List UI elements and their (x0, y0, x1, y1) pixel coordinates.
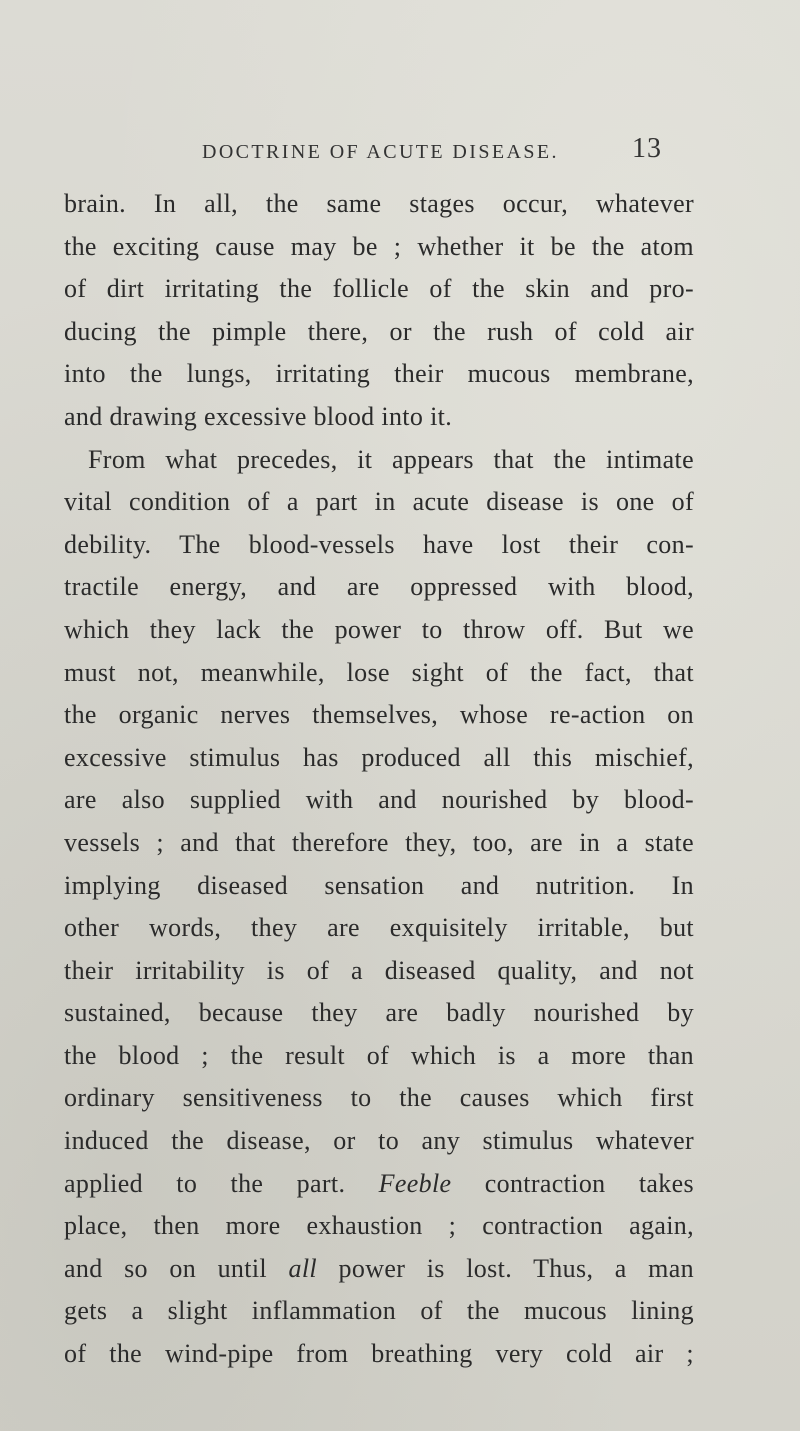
text-line: into the lungs, irritating their mucous membrane, (64, 359, 694, 389)
text-line: vital condition of a part in acute disease is one of (64, 487, 694, 517)
text-line: sustained, because they are badly nourished by (64, 998, 694, 1028)
text-line: and drawing excessive blood into it. (64, 401, 453, 431)
text-line: implying diseased sensation and nutrition. In (64, 870, 694, 900)
text-line: the exciting cause may be ; whether it be the atom (64, 231, 694, 261)
text-line: are also supplied with and nourished by blood- (64, 785, 694, 815)
text-line: of dirt irritating the follicle of the skin and pro- (64, 274, 694, 304)
text-line: which they lack the power to throw off. But we (64, 614, 694, 644)
text-line: brain. In all, the same stages occur, whatever (64, 189, 694, 218)
text-line (64, 1248, 694, 1291)
page-number: 13 (632, 133, 662, 164)
text-line: induced the disease, or to any stimulus whatever (64, 1126, 694, 1156)
text-line: must not, meanwhile, lose sight of the fact, that (64, 657, 694, 687)
text-line: ducing the pimple there, or the rush of cold air (64, 316, 694, 346)
text-line: their irritability is of a diseased quality, and not (64, 955, 694, 985)
text-line: other words, they are exquisitely irritable, but (64, 913, 694, 943)
text-line: debility. The blood-vessels have lost their con- (64, 529, 694, 559)
italic-emphasis: Feeble (378, 1168, 452, 1198)
italic-emphasis: all (288, 1253, 317, 1283)
text-segment: and so on until (64, 1253, 289, 1283)
text-line: the blood ; the result of which is a more than (64, 1040, 694, 1070)
text-segment: applied to the part. (64, 1168, 379, 1198)
text-segment: power is lost. Thus, a man (317, 1253, 694, 1283)
text-line: From what precedes, it appears that the intimate (88, 444, 694, 474)
text-line: of the wind-pipe from breathing very cold air ; (64, 1339, 694, 1369)
text-line: place, then more exhaustion ; contraction again, (64, 1211, 694, 1241)
running-head-title: DOCTRINE OF ACUTE DISEASE. (202, 141, 559, 163)
text-line: tractile energy, and are oppressed with blood, (64, 572, 694, 602)
text-line: gets a slight inflammation of the mucous lining (64, 1296, 694, 1326)
text-line: excessive stimulus has produced all this mischief, (64, 742, 694, 772)
text-line: the organic nerves themselves, whose re-action on (64, 700, 694, 730)
text-line: ordinary sensitiveness to the causes which first (64, 1083, 694, 1113)
running-head (0, 133, 800, 173)
text-segment: contraction takes (451, 1168, 694, 1198)
body-text (64, 183, 694, 1376)
text-line (64, 1163, 694, 1206)
text-line: vessels ; and that therefore they, too, are in a state (64, 827, 694, 857)
